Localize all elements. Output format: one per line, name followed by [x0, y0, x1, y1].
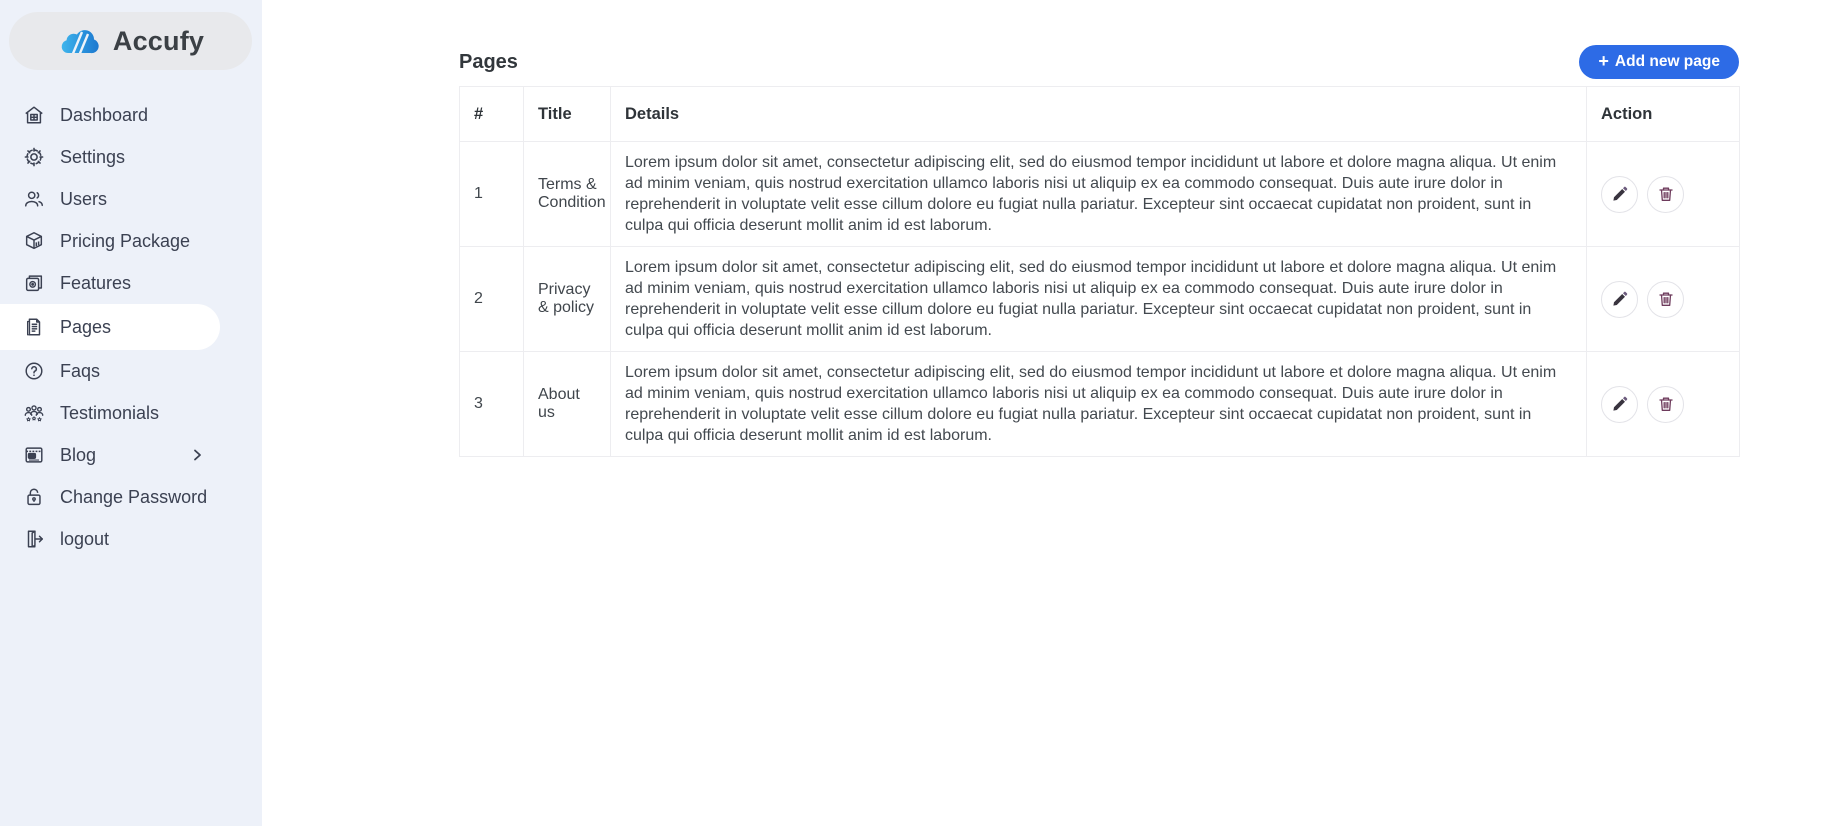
table-row — [460, 352, 1740, 457]
pencil-icon — [1612, 396, 1628, 412]
trash-icon — [1658, 396, 1674, 412]
cell-details: Lorem ipsum dolor sit amet, consectetur adipiscing elit, sed do eiusmod tempor incididunt ut labore et dolore magna aliqua. Ut enim ad minim veniam, quis nostrud exercitation ullamco laboris nisi ut aliquip ex ea commodo consequat. Duis aute irure dolor in reprehenderit in voluptate velit esse cillum dolore eu fugiat nulla pariatur. Excepteur sint occaecat cupidatat non proident, sunt in culpa qui officia deserunt mollit anim id est laborum. — [611, 247, 1587, 352]
pencil-icon — [1612, 291, 1628, 307]
sidebar-nav — [0, 94, 262, 560]
logout-icon — [22, 527, 46, 551]
blog-window-icon — [22, 443, 46, 467]
main-content — [262, 0, 1848, 826]
sidebar — [0, 0, 262, 826]
sidebar-item-label: Settings — [60, 146, 126, 167]
delete-button[interactable] — [1647, 281, 1684, 318]
sidebar-item-label: Dashboard — [60, 104, 149, 125]
sidebar-item-label: Pages — [60, 316, 112, 337]
cell-number: 1 — [460, 142, 524, 247]
table-row — [460, 247, 1740, 352]
settings-gear-icon — [22, 145, 46, 169]
brand-logo[interactable] — [9, 12, 252, 70]
sidebar-item-label: Blog — [60, 444, 97, 465]
column-header-number: # — [460, 87, 524, 142]
sidebar-item-label: Users — [60, 188, 108, 209]
cloud-logo-icon — [57, 24, 103, 58]
cell-title: Terms & Condition — [524, 142, 611, 247]
brand-name: Accufy — [112, 25, 205, 56]
cell-details: Lorem ipsum dolor sit amet, consectetur adipiscing elit, sed do eiusmod tempor incididunt ut labore et dolore magna aliqua. Ut enim ad minim veniam, quis nostrud exercitation ullamco laboris nisi ut aliquip ex ea commodo consequat. Duis aute irure dolor in reprehenderit in voluptate velit esse cillum dolore eu fugiat nulla pariatur. Excepteur sint occaecat cupidatat non proident, sunt in culpa qui officia deserunt mollit anim id est laborum. — [611, 142, 1587, 247]
cell-action — [1587, 247, 1740, 352]
sidebar-item-settings[interactable] — [0, 136, 262, 178]
sidebar-item-users[interactable] — [0, 178, 262, 220]
cell-title: About us — [524, 352, 611, 457]
testimonials-group-icon — [22, 401, 46, 425]
edit-button[interactable] — [1601, 281, 1638, 318]
sidebar-item-label: Faqs — [60, 360, 101, 381]
trash-icon — [1658, 291, 1674, 307]
cell-action — [1587, 142, 1740, 247]
pages-document-icon — [22, 315, 46, 339]
pages-table — [459, 86, 1740, 457]
column-header-title: Title — [524, 87, 611, 142]
sidebar-item-label: Features — [60, 272, 132, 293]
edit-button[interactable] — [1601, 386, 1638, 423]
pencil-icon — [1612, 186, 1628, 202]
lock-icon — [22, 485, 46, 509]
sidebar-item-label: Change Password — [60, 486, 208, 507]
sidebar-item-testimonials[interactable] — [0, 392, 262, 434]
sidebar-item-label: logout — [60, 528, 110, 549]
table-header-row — [460, 87, 1740, 142]
delete-button[interactable] — [1647, 386, 1684, 423]
cell-number: 3 — [460, 352, 524, 457]
sidebar-item-features[interactable] — [0, 262, 262, 304]
sidebar-item-faqs[interactable] — [0, 350, 262, 392]
add-new-page-button[interactable] — [1579, 45, 1739, 79]
users-icon — [22, 187, 46, 211]
delete-button[interactable] — [1647, 176, 1684, 213]
dashboard-icon — [22, 103, 46, 127]
sidebar-item-dashboard[interactable] — [0, 94, 262, 136]
sidebar-item-pricing-package[interactable] — [0, 220, 262, 262]
question-circle-icon — [22, 359, 46, 383]
sidebar-item-label: Pricing Package — [60, 230, 191, 251]
sidebar-item-pages[interactable] — [0, 304, 220, 350]
cell-action — [1587, 352, 1740, 457]
add-new-page-label: Add new page — [1614, 53, 1720, 70]
plus-icon: + — [1598, 51, 1609, 71]
sidebar-item-change-password[interactable] — [0, 476, 262, 518]
sidebar-item-blog[interactable] — [0, 434, 262, 476]
table-row — [460, 142, 1740, 247]
page-title: Pages — [459, 50, 518, 73]
cell-details: Lorem ipsum dolor sit amet, consectetur adipiscing elit, sed do eiusmod tempor incididunt ut labore et dolore magna aliqua. Ut enim ad minim veniam, quis nostrud exercitation ullamco laboris nisi ut aliquip ex ea commodo consequat. Duis aute irure dolor in reprehenderit in voluptate velit esse cillum dolore eu fugiat nulla pariatur. Excepteur sint occaecat cupidatat non proident, sunt in culpa qui officia deserunt mollit anim id est laborum. — [611, 352, 1587, 457]
page-header — [459, 44, 1739, 80]
edit-button[interactable] — [1601, 176, 1638, 213]
package-box-icon — [22, 229, 46, 253]
cell-title: Privacy & policy — [524, 247, 611, 352]
column-header-action: Action — [1587, 87, 1740, 142]
sidebar-item-logout[interactable] — [0, 518, 262, 560]
features-icon — [22, 271, 46, 295]
cell-number: 2 — [460, 247, 524, 352]
trash-icon — [1658, 186, 1674, 202]
sidebar-item-label: Testimonials — [60, 402, 160, 423]
column-header-details: Details — [611, 87, 1587, 142]
chevron-right-icon — [190, 448, 204, 462]
